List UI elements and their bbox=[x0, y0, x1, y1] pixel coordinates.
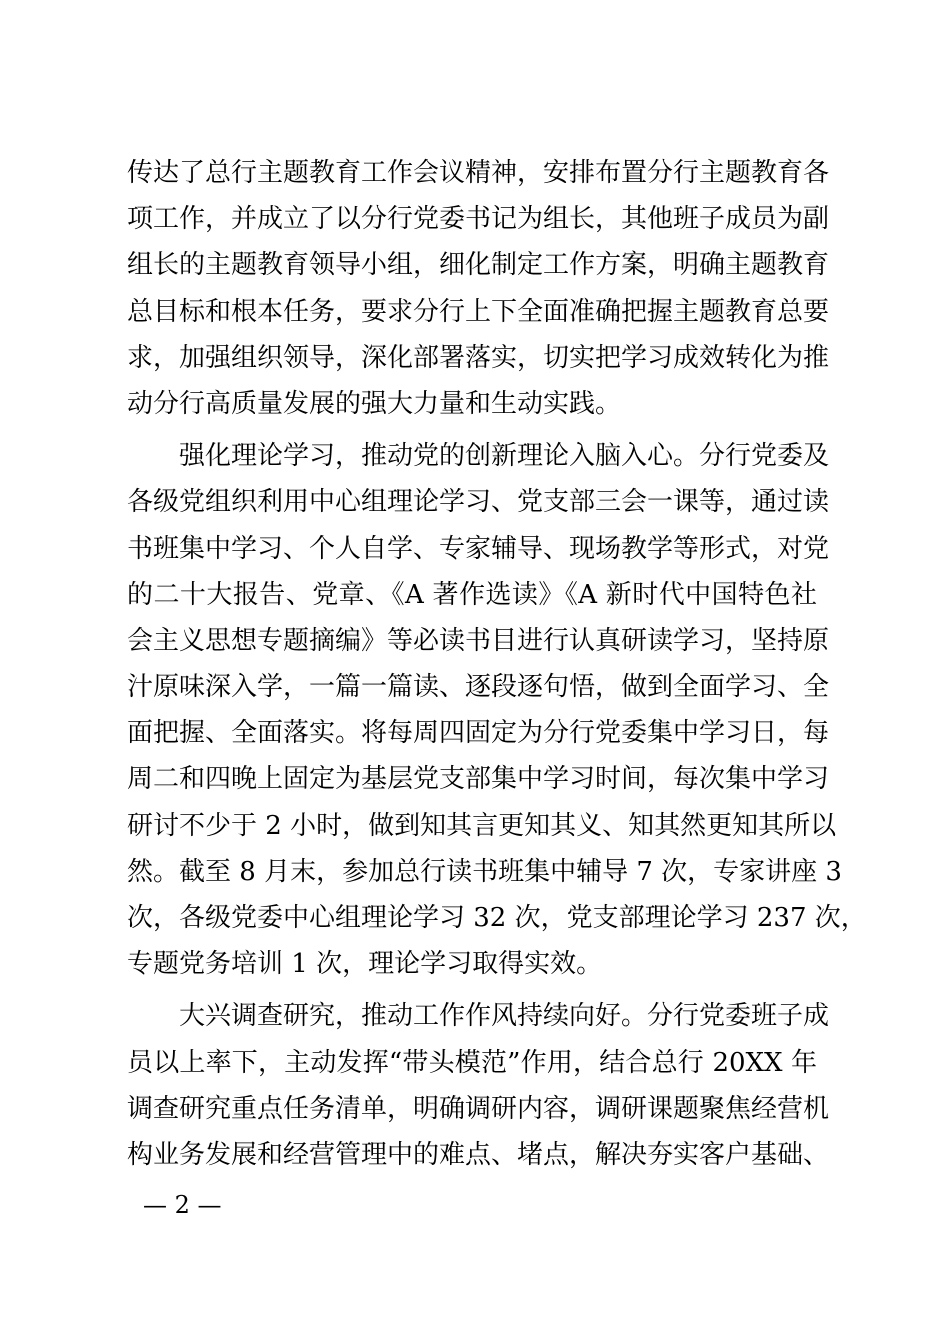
text-line: 各级党组织利用中心组理论学习、党支部三会一课等，通过读 bbox=[127, 487, 830, 518]
text-line: 传达了总行主题教育工作会议精神，安排布置分行主题教育各 bbox=[127, 158, 830, 188]
text-line: 组长的主题教育领导小组，细化制定工作方案，明确主题教育 bbox=[127, 250, 830, 281]
text-line: 调查研究重点任务清单，明确调研内容，调研课题聚焦经营机 bbox=[127, 1093, 830, 1124]
text-line: 周二和四晚上固定为基层党支部集中学习时间，每次集中学习 bbox=[127, 764, 830, 795]
text-line: 然。截至 8 月末，参加总行读书班集中辅导 7 次，专家讲座 3 bbox=[127, 856, 842, 887]
text-line: 大兴调查研究，推动工作作风持续向好。分行党委班子成 bbox=[179, 1001, 830, 1032]
text-line: 面把握、全面落实。将每周四固定为分行党委集中学习日，每 bbox=[127, 718, 830, 749]
text-line: 专题党务培训 1 次，理论学习取得实效。 bbox=[127, 949, 603, 980]
text-line: 研讨不少于 2 小时，做到知其言更知其义、知其然更知其所以 bbox=[127, 810, 837, 841]
text-line: 书班集中学习、个人自学、专家辅导、现场教学等形式，对党 bbox=[127, 533, 830, 564]
text-line: 会主义思想专题摘编》等必读书目进行认真研读学习，坚持原 bbox=[127, 625, 830, 656]
paragraph bbox=[127, 993, 830, 1178]
text-line: 动分行高质量发展的强大力量和生动实践。 bbox=[127, 388, 622, 419]
page-number: — 2 — bbox=[143, 1191, 222, 1219]
paragraph bbox=[127, 433, 867, 987]
text-line: 求，加强组织领导，深化部署落实，切实把学习成效转化为推 bbox=[127, 342, 830, 373]
text-line: 构业务发展和经营管理中的难点、堵点，解决夯实客户基础、 bbox=[127, 1139, 830, 1170]
text-line: 汁原味深入学，一篇一篇读、逐段逐句悟，做到全面学习、全 bbox=[127, 672, 830, 703]
text-line: 的二十大报告、党章、《A 著作选读》《A 新时代中国特色社 bbox=[127, 579, 817, 610]
text-line: 员以上率下，主动发挥“带头模范”作用，结合总行 20XX 年 bbox=[127, 1047, 817, 1078]
text-line: 次，各级党委中心组理论学习 32 次，党支部理论学习 237 次， bbox=[127, 903, 867, 933]
text-line: 项工作，并成立了以分行党委书记为组长，其他班子成员为副 bbox=[127, 204, 830, 235]
text-line: 总目标和根本任务，要求分行上下全面准确把握主题教育总要 bbox=[127, 296, 830, 327]
text-line: 强化理论学习，推动党的创新理论入脑入心。分行党委及 bbox=[179, 441, 830, 472]
document-body bbox=[127, 150, 867, 1178]
paragraph bbox=[127, 150, 830, 427]
